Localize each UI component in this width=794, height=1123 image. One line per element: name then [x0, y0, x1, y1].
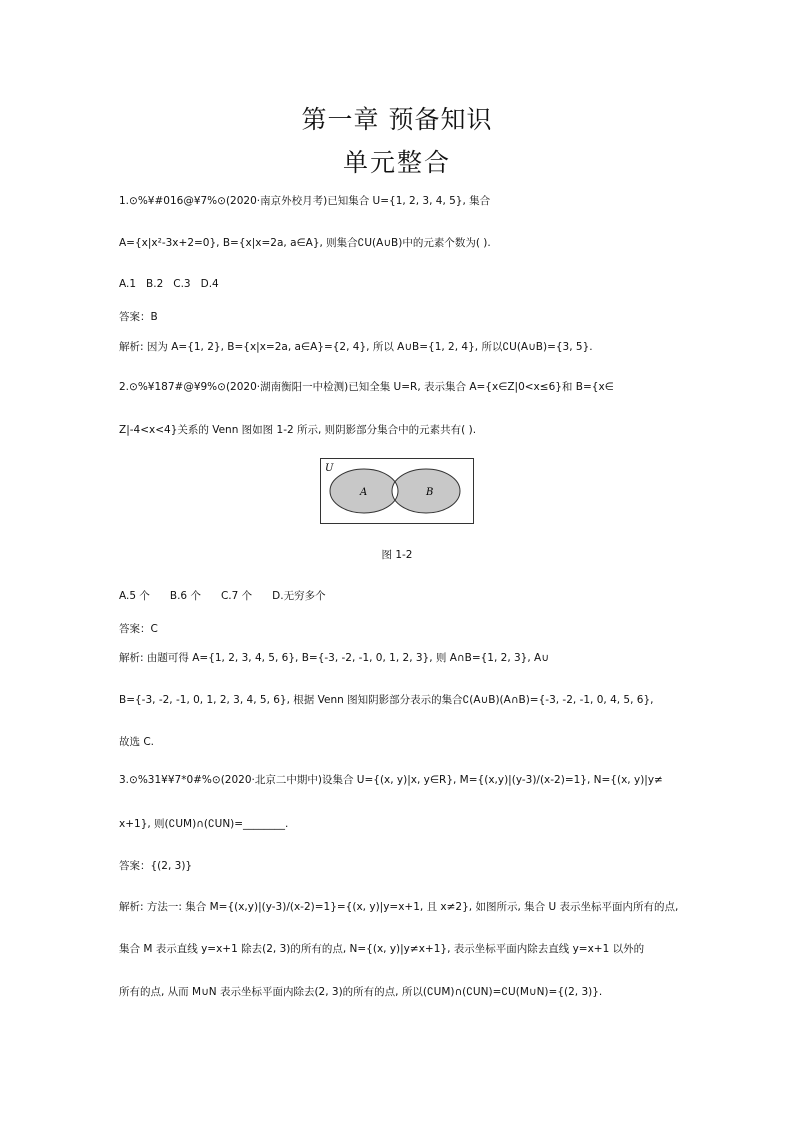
venn-label-b: B	[426, 487, 434, 498]
venn-label-a: A	[360, 487, 368, 498]
q3-answer: 答案：{(2, 3)}	[119, 860, 193, 872]
q3-stem-line2: x+1}, 则(∁UM)∩(∁UN)=________.	[119, 818, 289, 830]
venn-diagram	[320, 458, 474, 524]
q1-analysis: 解析: 因为 A={1, 2}, B={x|x=2a, a∈A}={2, 4}, 所以 A∪B={1, 2, 4}, 所以∁U(A∪B)={3, 5}.	[119, 341, 593, 353]
q1-answer: 答案：B	[119, 311, 158, 323]
q2-options: A.5 个 B.6 个 C.7 个 D.无穷多个	[119, 590, 326, 602]
venn-label-u: U	[325, 463, 334, 474]
q3-analysis-line1: 解析: 方法一: 集合 M={(x,y)|(y-3)/(x-2)=1}={(x, y)|y=x+1, 且 x≠2}, 如图所示, 集合 U 表示坐标平面内所有的点,	[119, 901, 679, 913]
q2-stem-line1: 2.⊙%¥187#@¥9%⊙(2020·湖南衡阳一中检测)已知全集 U=R, 表示集合 A={x∈Z|0<x≤6}和 B={x∈	[119, 381, 614, 393]
q1-stem-line1: 1.⊙%¥#016@¥7%⊙(2020·南京外校月考)已知集合 U={1, 2, 3, 4, 5}, 集合	[119, 195, 491, 207]
section-title: 单元整合	[342, 148, 451, 177]
q3-stem-line1: 3.⊙%31¥¥7*0#%⊙(2020·北京二中期中)设集合 U={(x, y)|x, y∈R}, M={(x,y)|(y-3)/(x-2)=1}, N={(x, y)|y≠	[119, 774, 663, 786]
q1-stem-line2: A={x|x²-3x+2=0}, B={x|x=2a, a∈A}, 则集合∁U(A∪B)中的元素个数为( ).	[119, 237, 491, 249]
q2-analysis-line3: 故选 C.	[119, 736, 155, 748]
q2-analysis-line2: B={-3, -2, -1, 0, 1, 2, 3, 4, 5, 6}, 根据 Venn 图知阴影部分表示的集合∁(A∪B)(A∩B)={-3, -2, -1, 0, 4, 5, 6},	[119, 694, 654, 706]
chapter-title: 第一章 预备知识	[301, 105, 493, 134]
venn-svg	[320, 458, 474, 524]
q3-analysis-line3: 所有的点, 从而 M∪N 表示坐标平面内除去(2, 3)的所有的点, 所以(∁UM)∩(∁UN)=∁U(M∪N)={(2, 3)}.	[119, 986, 603, 998]
q2-answer: 答案：C	[119, 623, 158, 635]
q2-analysis-line1: 解析: 由题可得 A={1, 2, 3, 4, 5, 6}, B={-3, -2, -1, 0, 1, 2, 3}, 则 A∩B={1, 2, 3}, A∪	[119, 652, 549, 664]
q3-analysis-line2: 集合 M 表示直线 y=x+1 除去(2, 3)的所有的点, N={(x, y)|y≠x+1}, 表示坐标平面内除去直线 y=x+1 以外的	[119, 943, 645, 955]
q1-options: A.1 B.2 C.3 D.4	[119, 278, 219, 290]
q2-stem-line2: Z|-4<x<4}关系的 Venn 图如图 1-2 所示, 则阴影部分集合中的元素共有( ).	[119, 424, 477, 436]
figure-caption: 图 1-2	[381, 549, 413, 561]
